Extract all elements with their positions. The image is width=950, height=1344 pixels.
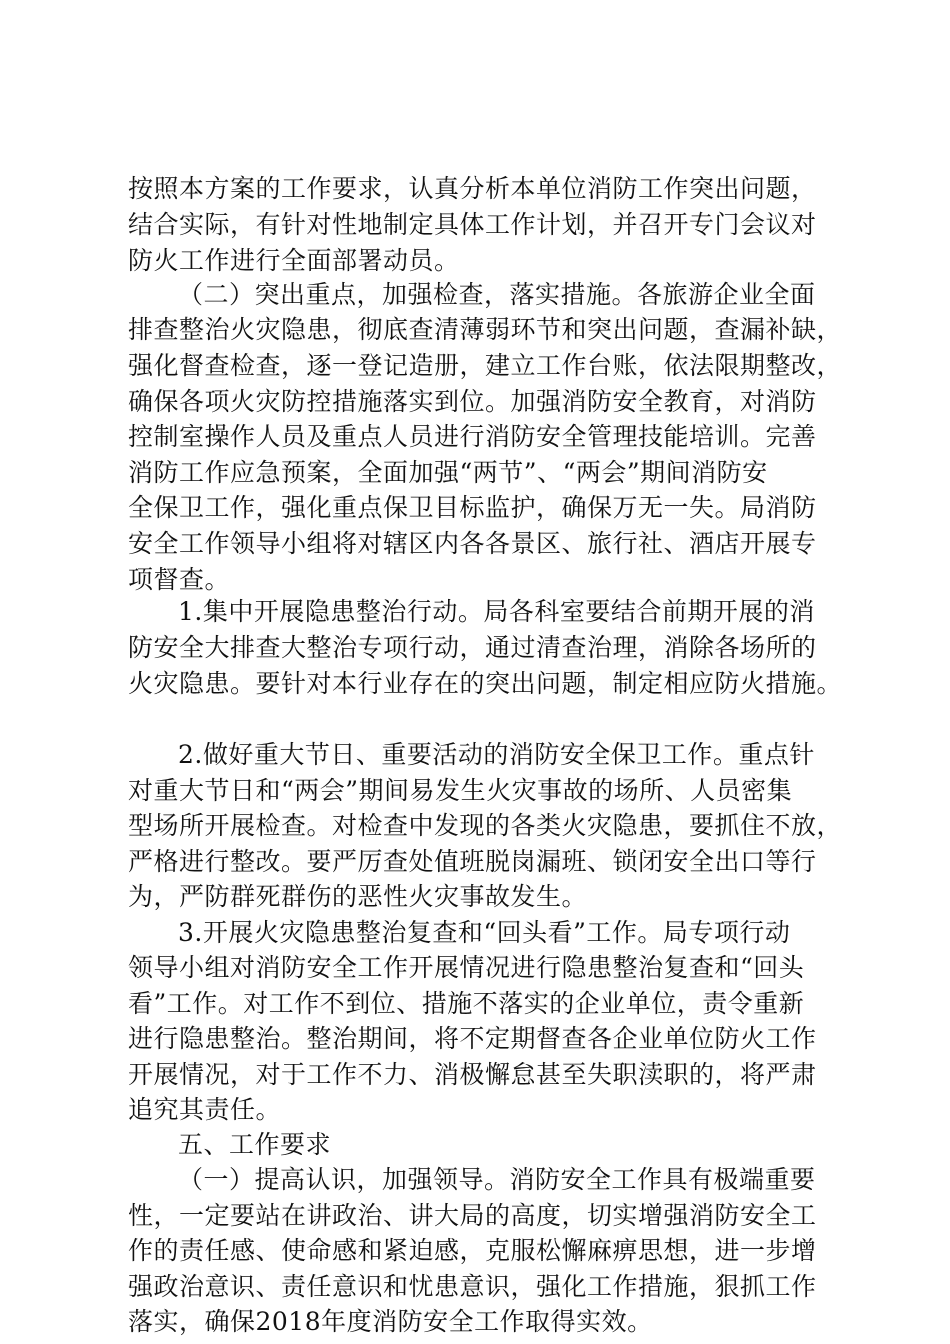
body-text-line: 确保各项火灾防控措施落实到位。加强消防安全教育，对消防 [128, 387, 817, 416]
body-text-line: 进行隐患整治。整治期间，将不定期督查各企业单位防火工作 [128, 1024, 817, 1053]
body-text-line: 火灾隐患。要针对本行业存在的突出问题，制定相应防火措施。 [128, 669, 843, 698]
body-text-line: 型场所开展检查。对检查中发现的各类火灾隐患，要抓住不放， [128, 811, 843, 840]
body-text-line: 领导小组对消防安全工作开展情况进行隐患整治复查和“回头 [128, 953, 805, 982]
body-text-line: 消防工作应急预案，全面加强“两节”、“两会”期间消防安 [128, 458, 768, 487]
body-text-line: 严格进行整改。要严厉查处值班脱岗漏班、锁闭安全出口等行 [128, 847, 817, 876]
body-text-line: 排查整治火灾隐患，彻底查清薄弱环节和突出问题，查漏补缺， [128, 315, 843, 344]
body-text-line: 全保卫工作，强化重点保卫目标监护，确保万无一失。局消防 [128, 493, 817, 522]
list-item-line: 3.开展火灾隐患整治复查和“回头看”工作。局专项行动 [178, 918, 791, 947]
body-text-line: 为，严防群死群伤的恶性火灾事故发生。 [128, 882, 588, 911]
body-text-line: 按照本方案的工作要求，认真分析本单位消防工作突出问题， [128, 174, 817, 203]
body-text-line: 结合实际，有针对性地制定具体工作计划，并召开专门会议对 [128, 210, 817, 239]
section-heading-line: （一）提高认识，加强领导。消防安全工作具有极端重要 [178, 1165, 816, 1194]
body-text-line: 看”工作。对工作不到位、措施不落实的企业单位，责令重新 [128, 989, 805, 1018]
body-text-line: 强政治意识、责任意识和忧患意识，强化工作措施，狠抓工作 [128, 1272, 817, 1301]
body-text-line: 防安全大排查大整治专项行动，通过清查治理，消除各场所的 [128, 633, 817, 662]
body-text-line: 追究其责任。 [128, 1095, 282, 1124]
body-text-line: 项督查。 [128, 565, 231, 594]
body-text-line: 落实，确保2018年度消防安全工作取得实效。 [128, 1307, 653, 1336]
body-text-line: 对重大节日和“两会”期间易发生火灾事故的场所、人员密集 [128, 776, 793, 805]
body-text-line: 性，一定要站在讲政治、讲大局的高度，切实增强消防安全工 [128, 1201, 817, 1230]
body-text-line: 作的责任感、使命感和紧迫感，克服松懈麻痹思想，进一步增 [128, 1236, 817, 1265]
section-heading-line: （二）突出重点，加强检查，落实措施。各旅游企业全面 [178, 280, 816, 309]
section-heading-line: 五、工作要求 [178, 1130, 332, 1159]
body-text-line: 控制室操作人员及重点人员进行消防安全管理技能培训。完善 [128, 422, 817, 451]
body-text-line: 防火工作进行全面部署动员。 [128, 246, 460, 275]
list-item-line: 1.集中开展隐患整治行动。局各科室要结合前期开展的消 [178, 597, 815, 626]
body-text-line: 安全工作领导小组将对辖区内各各景区、旅行社、酒店开展专 [128, 529, 817, 558]
list-item-line: 2.做好重大节日、重要活动的消防安全保卫工作。重点针 [178, 740, 815, 769]
body-text-line: 开展情况，对于工作不力、消极懈怠甚至失职渎职的，将严肃 [128, 1060, 817, 1089]
body-text-line: 强化督查检查，逐一登记造册，建立工作台账，依法限期整改， [128, 351, 843, 380]
